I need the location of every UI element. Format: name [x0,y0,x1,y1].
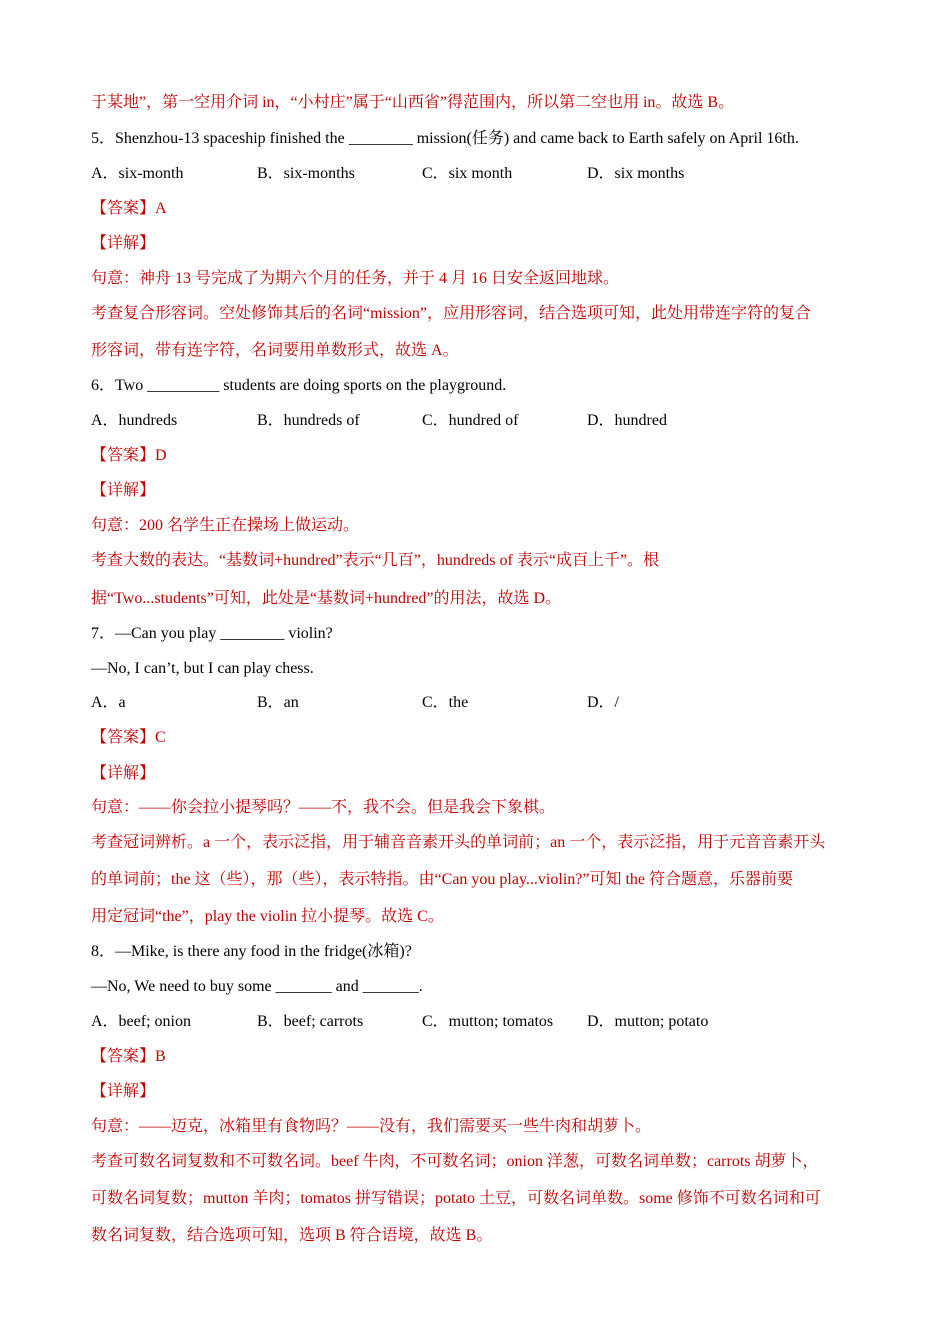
q5-option-a: A．six-month [91,165,184,182]
q8-option-b: B．beef; carrots [257,1013,364,1030]
q7-option-c: C．the [422,694,469,711]
q5-option-d: D．six months [587,165,685,182]
q7-detail-label: 【详解】 [91,765,156,782]
q8-option-d: D．mutton; potato [587,1013,709,1030]
q5-meaning: 句意：神舟 13 号完成了为期六个月的任务，并于 4 月 16 日安全返回地球。 [91,270,620,287]
q6-option-a: A．hundreds [91,412,178,429]
q5-detail-label: 【详解】 [91,235,156,252]
q7-reply: —No, I can’t, but I can play chess. [91,660,314,677]
q6-explanation-line-2: 据“Two...students”可知，此处是“基数词+hundred”的用法，故选 D。 [91,590,562,607]
q6-option-b: B．hundreds of [257,412,360,429]
q8-answer: 【答案】B [91,1048,166,1065]
q8-meaning: 句意：——迈克，冰箱里有食物吗？——没有，我们需要买一些牛肉和胡萝卜。 [91,1118,652,1135]
q8-reply: —No, We need to buy some _______ and _______. [91,978,423,995]
q5-option-c: C．six month [422,165,513,182]
q7-option-b: B．an [257,694,299,711]
q4-explanation-tail: 于某地”，第一空用介词 in，“小村庄”属于“山西省”得范围内，所以第二空也用 in。故选 B。 [91,94,735,111]
q6-answer: 【答案】D [91,447,167,464]
q7-stem: 7．—Can you play ________ violin? [91,625,333,642]
q8-detail-label: 【详解】 [91,1083,156,1100]
q7-option-a: A．a [91,694,126,711]
q7-answer: 【答案】C [91,729,166,746]
q8-option-c: C．mutton; tomatos [422,1013,554,1030]
q7-explanation-line-2: 的单词前；the 这（些），那（些），表示特指。由“Can you play...violin?”可知 the 符合题意，乐器前要 [91,871,794,888]
q6-option-c: C．hundred of [422,412,519,429]
q7-meaning: 句意：——你会拉小提琴吗？——不，我不会。但是我会下象棋。 [91,799,556,816]
q7-explanation-line-3: 用定冠词“the”，play the violin 拉小提琴。故选 C。 [91,908,444,925]
q6-options [91,411,891,431]
q8-stem: 8．—Mike, is there any food in the fridge(冰箱)? [91,943,412,960]
q8-explanation-line-1: 考查可数名词复数和不可数名词。beef 牛肉，不可数名词；onion 洋葱，可数名词单数；carrots 胡萝卜， [91,1153,819,1170]
q6-detail-label: 【详解】 [91,482,156,499]
q6-explanation-line-1: 考查大数的表达。“基数词+hundred”表示“几百”，hundreds of 表示“成百上千”。根 [91,552,660,569]
q7-options [91,693,891,713]
q5-answer: 【答案】A [91,200,167,217]
q5-options [91,164,891,184]
q8-explanation-line-2: 可数名词复数；mutton 羊肉；tomatos 拼写错误；potato 土豆，可数名词单数。some 修饰不可数名词和可 [91,1190,821,1207]
q8-options [91,1012,891,1032]
q8-explanation-line-3: 数名词复数，结合选项可知，选项 B 符合语境，故选 B。 [91,1227,493,1244]
q5-stem: 5．Shenzhou-13 spaceship finished the ________ mission(任务) and came back to Earth safely on April 16th. [91,130,799,147]
q6-stem: 6．Two _________ students are doing sports on the playground. [91,377,507,394]
q6-meaning: 句意：200 名学生正在操场上做运动。 [91,517,360,534]
q8-option-a: A．beef; onion [91,1013,191,1030]
q7-explanation-line-1: 考查冠词辨析。a 一个，表示泛指，用于辅音音素开头的单词前；an 一个，表示泛指，用于元音音素开头 [91,834,826,851]
q5-explanation-line-2: 形容词，带有连字符，名词要用单数形式，故选 A。 [91,342,459,359]
q5-explanation-line-1: 考查复合形容词。空处修饰其后的名词“mission”，应用形容词，结合选项可知，此处用带连字符的复合 [91,305,811,322]
q6-option-d: D．hundred [587,412,667,429]
q7-option-d: D．/ [587,694,620,711]
q5-option-b: B．six-months [257,165,355,182]
